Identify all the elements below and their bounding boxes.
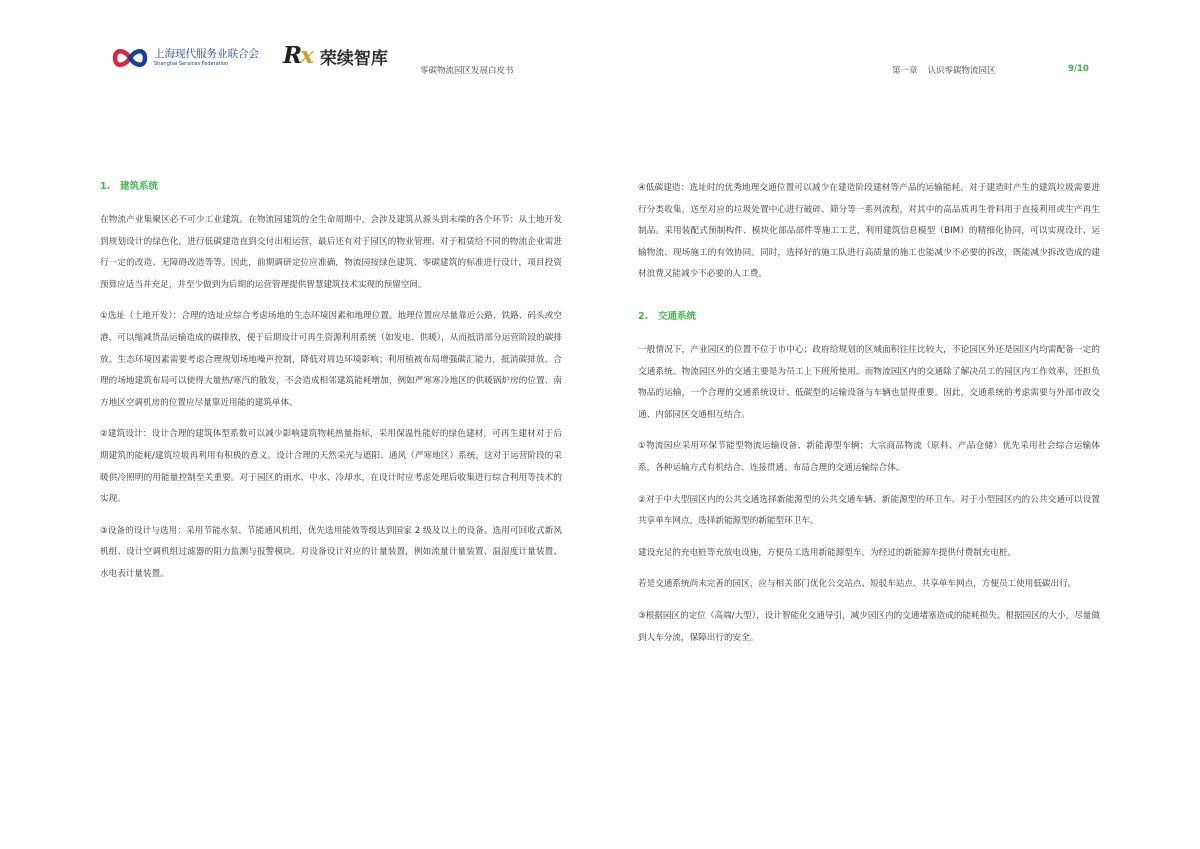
paragraph: ③设备的设计与选用：采用节能水泵、节能通风机组，优先选用能效等级达到国家 2 级及以上的设备。选用可回收式新风机组、设计空调机组过滤器的阻力监测与报警模块。对设备设计对应的计量装置，例如流量计量装置、温湿度计量装置、水电表计量装置。 xyxy=(100,525,562,579)
rx-logo xyxy=(283,42,388,70)
paragraph: ①选址（土地开发）：合理的选址应综合考虑场地的生态环境因素和地理位置。地理位置应尽量靠近公路、铁路、码头或空港，可以缩减货品运输造成的碳排放，便于后期设计可再生资源利用系统（如发电、供暖），从而抵消部分运营阶段的碳排放。生态环境因素需要考虑合理规划场地噪声控制，降低对周边环境影响；利用植被布局增强碳汇能力，抵消碳排放。合理的场地建筑布局可以使得大量热/寒汽的散发，不会造成相邻建筑能耗增加，例如严寒寒冷地区的供暖锅炉房的位置、南方地区空调机房的位置应尽量靠近用能的建筑单体。 xyxy=(100,311,562,408)
page-header xyxy=(0,0,1200,100)
ssf-logo-cn: 上海现代服务业联合会 xyxy=(154,48,259,60)
paragraph: 若是交通系统尚未完善的园区，应与相关部门优化公交站点、短驳车站点、共享单车网点，方便员工使用低碳出行。 xyxy=(638,579,1077,590)
section-heading-transport xyxy=(638,308,1100,326)
heading-number: 1. xyxy=(100,181,111,192)
chapter-label xyxy=(892,64,996,76)
document-title: 零碳物流园区发展白皮书 xyxy=(420,66,514,76)
paragraph: ③根据园区的定位（高端/大型），设计智能化交通导引，减少园区内的交通堵塞造成的能耗损失。根据园区的大小，尽量做到人车分流，保障出行的安全。 xyxy=(638,610,1100,643)
right-column xyxy=(638,178,1100,659)
paragraph: 建设充足的充电桩等充放电设施，方便员工选用新能源型车，为经过的新能源车提供付费制充电桩。 xyxy=(638,547,1017,558)
paragraph: 一般情况下，产业园区的位置不位于市中心；政府给规划的区域面积往往比较大，不论园区外还是园区内均需配备一定的交通系统。物流园区外的交通主要是为员工上下班所使用。而物流园区内的交通除了解决员工的园区内工作效率，还担负物品的运输，一个合理的交通系统设计、低碳型的运输设备与车辆也显得重要。因此，交通系统的考虑需要与外部市政交通、内部园区交通相互结合。 xyxy=(638,344,1100,420)
rx-logo-mark: Rx xyxy=(283,42,312,69)
paragraph: ④低碳建造：选址时的优秀地理交通位置可以减少在建造阶段建材等产品的运输能耗。对于建造时产生的建筑垃圾需要进行分类收集，送至对应的垃圾处置中心进行破碎、筛分等一系列流程，对其中的高品质再生骨料用于直接利用或生产再生制品。采用装配式预制构件、模块化部品部件等施工工艺，利用建筑信息模型（BIM）的精细化协同，可以实现设计、运输物流、现场施工的有效协同。同时，选择好的施工队进行高质量的施工也能减少不必要的拆改，既能减少拆改造成的建材浪费又能减少不必要的人工费。 xyxy=(638,183,1100,280)
paragraph: ①物流园应采用环保节能型物流运输设备、新能源型车辆；大宗商品物流（原料、产品仓储）优先采用社会综合运输体系，各种运输方式有机结合、连接贯通、布局合理的交通运输综合体。 xyxy=(638,441,1100,473)
page-number: 9/10 xyxy=(1068,64,1089,74)
chapter-number: 第一章 xyxy=(892,66,918,76)
heading-text: 建筑系统 xyxy=(120,181,159,192)
ssf-logo-en: Shanghai Services Federation xyxy=(154,61,229,67)
chapter-title: 认识零碳物流园区 xyxy=(927,66,996,76)
section-heading-building xyxy=(100,178,562,196)
ssf-logo xyxy=(112,45,259,71)
paragraph: ②建筑设计：设计合理的建筑体型系数可以减少影响建筑物耗热量指标，采用保温性能好的绿色建材，可再生建材对于后期建筑的能耗/建筑垃圾再利用有积极的意义。设计合理的天然采光与遮阳、通风（严寒地区）系统，这对于运营阶段的采暖供冷照明的用能量控制至关重要。对于园区的雨水、中水、冷却水，在设计时应考虑处理后收集进行综合利用等技术的实现。 xyxy=(100,429,562,505)
paragraph: 在物流产业集聚区必不可少工业建筑。在物流园建筑的全生命周期中，会涉及建筑从源头到末端的各个环节：从土地开发到规划设计的绿色化，进行低碳建造直到交付出租运营，最后还有对于园区的物业管理、对于租赁给不同的物流企业需进行一定的改造、无障碍改造等等。因此，前期调研定位应准确，物流园按绿色建筑、零碳建筑的标准进行设计，项目投资预算应适当并充足，并至少做到为后期的运营管理提供智慧建筑技术实现的预留空间。 xyxy=(100,215,562,290)
rx-logo-name: 荣续智库 xyxy=(319,48,388,69)
paragraph: ②对于中大型园区内的公共交通选择新能源型的公共交通车辆、新能源型的环卫车。对于小型园区内的公共交通可以设置共享单车网点，选择新能源型的新能型环卫车。 xyxy=(638,494,1100,527)
heading-number: 2. xyxy=(638,310,649,322)
ssf-logo-icon xyxy=(112,45,148,71)
left-column xyxy=(100,178,562,596)
heading-text: 交通系统 xyxy=(658,310,697,322)
